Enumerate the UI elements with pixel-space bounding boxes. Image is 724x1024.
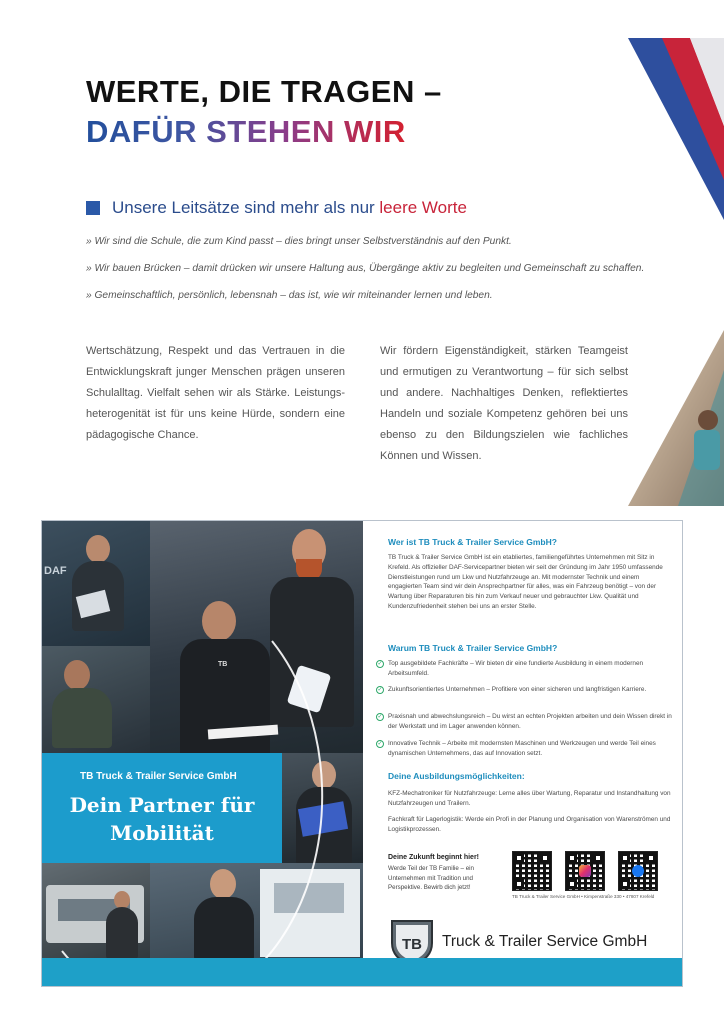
qr-code-website[interactable] — [512, 851, 552, 891]
qr-code-instagram[interactable] — [565, 851, 605, 891]
check-icon: ✓ — [377, 661, 383, 667]
why-item-3: ✓ Praxisnah und abwechslungsreich – Du wirst an echten Projekten arbeiten und dein Wissen direkt in der Werkstatt und im Lager anwenden können. — [377, 713, 672, 730]
instagram-icon — [579, 865, 591, 877]
why-item-1: ✓ Top ausgebildete Fachkräfte – Wir bieten dir eine fundierte Ausbildung in einem modernen Arbeitsumfeld. — [377, 660, 644, 677]
why-item-4: ✓ Innovative Technik – Arbeite mit modernsten Maschinen und Werkzeugen und werde Teil eines dynamischen Unternehmens, das auf Innovation setzt. — [377, 740, 656, 757]
who-title: Wer ist TB Truck & Trailer Service GmbH? — [388, 537, 557, 547]
why-item-2: ✓ Zukunftsorientiertes Unternehmen – Profitiere von einer sicheren und langfristigen Karriere. — [377, 686, 647, 693]
company-logo-text: Truck & Trailer Service GmbH — [442, 933, 648, 950]
svg-text:TB: TB — [402, 936, 422, 953]
quote-2: » Wir bauen Brücken – damit drücken wir unsere Haltung aus, Übergänge aktiv zu begleiten und Gemeinschaft zu schaffen. — [86, 263, 645, 274]
ad-company-name-small: TB Truck & Trailer Service GmbH — [80, 771, 237, 782]
classroom-photo-triangle — [626, 330, 724, 506]
quote-1: » Wir sind die Schule, die zum Kind passt – dies bringt unser Selbstverständnis auf den Punkt. — [86, 236, 512, 247]
cta-title: Deine Zukunft beginnt hier! — [388, 854, 479, 861]
check-icon: ✓ — [377, 741, 383, 747]
section-square-icon — [86, 201, 100, 215]
cta-text: Werde Teil der TB Familie – ein Unternehmen mit Tradition und Perspektive. Bewirb dich jetzt! — [388, 865, 474, 891]
section-heading — [86, 198, 467, 218]
who-text: TB Truck & Trailer Service GmbH ist ein etabliertes, familiengeführtes Unternehmen mit Sitz in Krefeld. Als offizieller DAF-Servicepartner bieten wir seit der Gründung im Jahr 1950 umfassende Dienstleistungen rund um Lkw und Nutzfahrzeuge an. Mit modernster Technik und einem engagierten Team sind wir dein Ansprechpartner für alles, was ein Fahrzeug benötigt – von der Wartung über Reparaturen bis hin zum Verkauf neuer und gebrauchter Lkw. Qualität und Kundenzufriedenheit stehen bei uns an erster Stelle. — [388, 554, 663, 610]
daf-sign-text: DAF — [44, 565, 67, 577]
decorative-stripes-top — [620, 30, 724, 220]
shirt-logo: TB — [218, 661, 228, 668]
company-advertisement — [41, 520, 683, 987]
company-address: TB Truck & Trailer Service GmbH • Kimpenstraße 330 • 47807 Krefeld — [512, 894, 655, 899]
training-item-1: KFZ-Mechatroniker für Nutzfahrzeuge: Lerne alles über Wartung, Reparatur und Instandhaltung von Nutzfahrzeugen und Trailern. — [388, 790, 671, 807]
headline-line2: DAFÜR STEHEN WIR — [86, 114, 406, 149]
ad-bottom-bar — [42, 958, 682, 986]
check-icon: ✓ — [377, 714, 383, 720]
paragraph-right: Wir fördern Eigenständigkeit, stärken Teamgeist und ermutigen zu Verantwortung – für sich selbst und andere. Nachhaltiges Denken, reflektiertes Handeln und soziale Kompetenz gehören bei uns ebenso zu den Bildungszielen wie fachliches Können und Wissen. — [380, 345, 628, 462]
training-title: Deine Ausbildungsmöglichkeiten: — [388, 771, 525, 781]
qr-code-facebook[interactable] — [618, 851, 658, 891]
facebook-icon — [632, 865, 644, 877]
training-item-2: Fachkraft für Lagerlogistik: Werde ein Profi in der Planung und Organisation von Warenströmen und Logistikprozessen. — [388, 816, 671, 833]
paragraph-left: Wertschätzung, Respekt und das Vertrauen in die Entwicklungskraft junger Menschen prägen unseren Schulalltag. Vielfalt sehen wir als Stärke. Leistungsheterogenität ist für uns keine Hürde, sondern eine pädagogische Chance. — [86, 345, 345, 441]
section-title — [112, 198, 467, 218]
section-title-part2: leere Worte — [379, 198, 467, 217]
headline-line1: WERTE, DIE TRAGEN – — [86, 74, 442, 109]
quote-3: » Gemeinschaftlich, persönlich, lebensnah – das ist, wie wir miteinander lernen und leben. — [86, 290, 493, 301]
ad-slogan: Dein Partner für Mobilität — [69, 793, 255, 845]
why-title: Warum TB Truck & Trailer Service GmbH? — [388, 643, 558, 653]
decorative-arc — [42, 521, 372, 961]
section-title-part1: Unsere Leitsätze sind mehr als nur — [112, 198, 380, 217]
check-icon: ✓ — [377, 687, 383, 693]
